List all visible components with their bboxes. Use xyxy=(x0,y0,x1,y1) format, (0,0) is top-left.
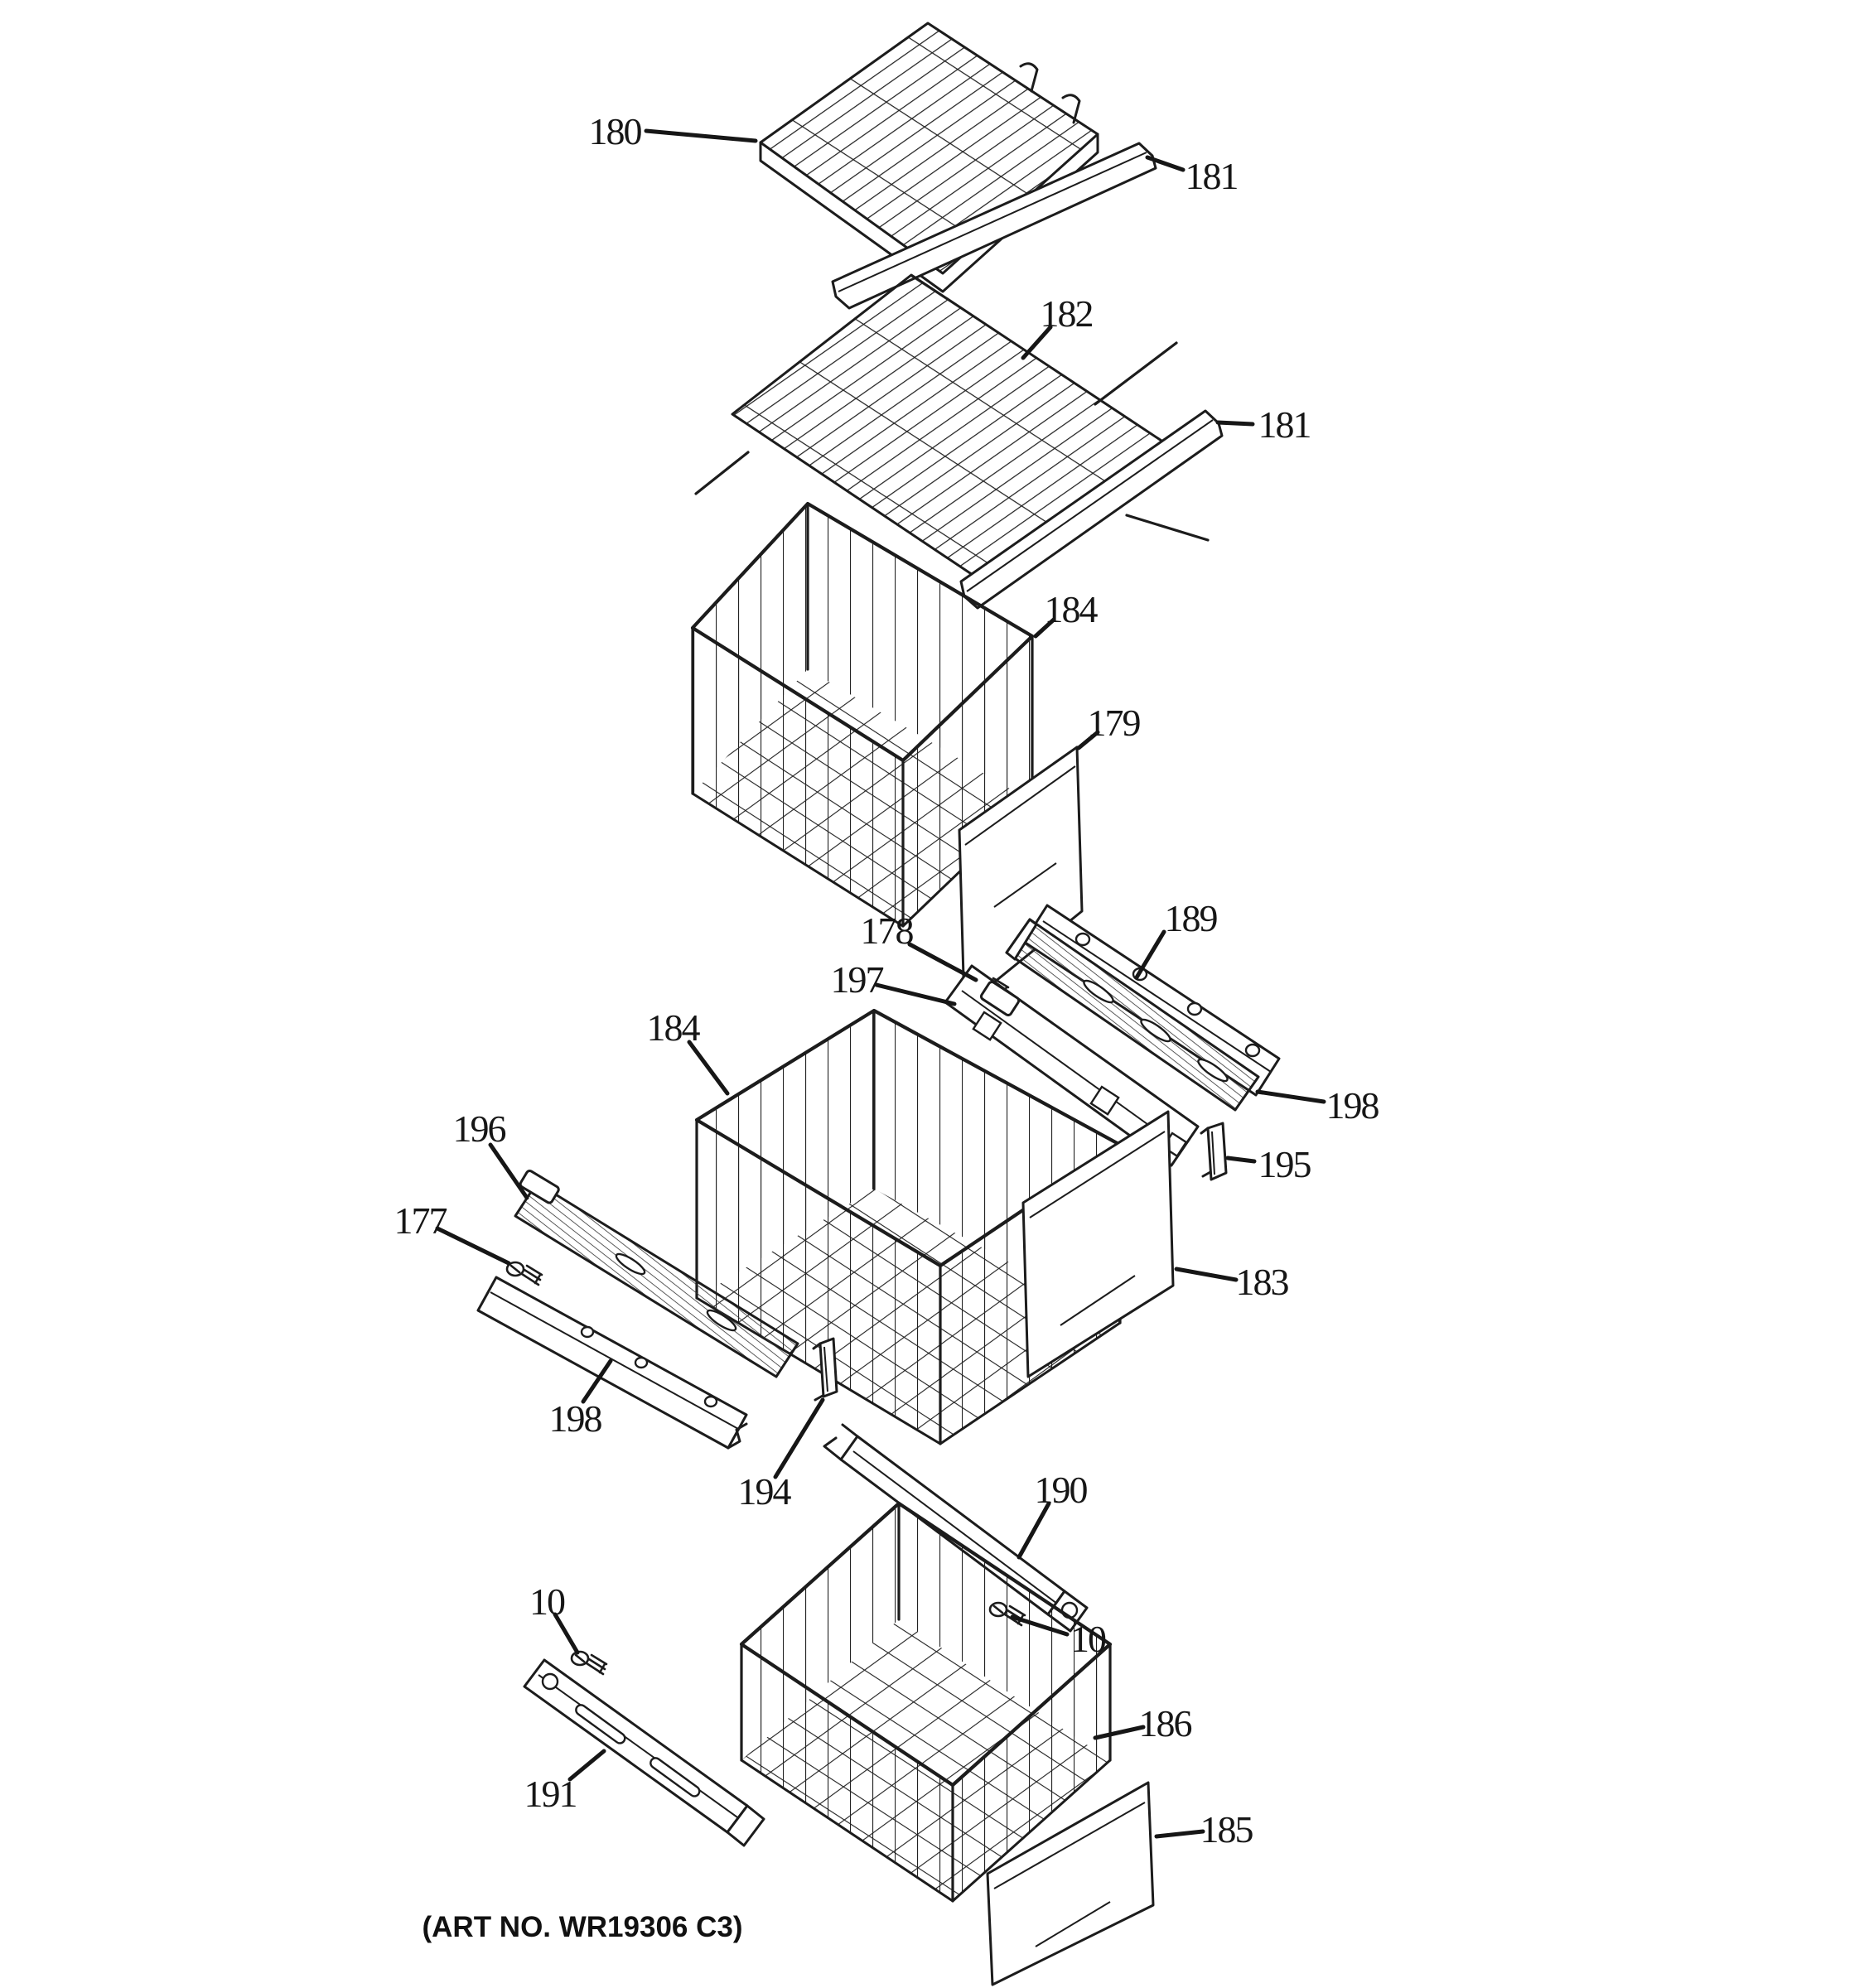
callout-185: 185 xyxy=(1200,1808,1253,1850)
callout-184-upper: 184 xyxy=(1044,588,1097,630)
callout-10-left: 10 xyxy=(529,1580,564,1623)
screw-10-left xyxy=(572,1652,606,1674)
leader-196 xyxy=(490,1145,527,1198)
callout-177: 177 xyxy=(394,1199,447,1242)
callout-194: 194 xyxy=(737,1470,790,1513)
leader-190 xyxy=(1019,1503,1049,1557)
callout-182: 182 xyxy=(1040,292,1093,335)
callout-196: 196 xyxy=(452,1107,505,1150)
shelf-side-rod-left xyxy=(696,452,748,494)
callout-179: 179 xyxy=(1087,702,1140,744)
screw-177 xyxy=(507,1262,542,1285)
rail-191 xyxy=(524,1660,764,1846)
leader-183 xyxy=(1176,1269,1236,1280)
callout-180: 180 xyxy=(588,110,641,152)
leader-180 xyxy=(646,131,756,141)
end-bracket-195 xyxy=(1201,1123,1226,1180)
wire-shelf-182 xyxy=(696,275,1208,585)
callout-198-left: 198 xyxy=(548,1397,601,1440)
leader-185 xyxy=(1157,1831,1203,1836)
callout-189: 189 xyxy=(1164,897,1217,939)
callout-186: 186 xyxy=(1138,1702,1191,1744)
leader-177 xyxy=(437,1228,509,1263)
leader-198-right xyxy=(1258,1092,1324,1102)
leader-197 xyxy=(876,985,954,1004)
leader-194 xyxy=(775,1400,823,1477)
callout-197: 197 xyxy=(830,958,883,1001)
callout-195: 195 xyxy=(1258,1143,1311,1185)
leader-181-second xyxy=(1218,422,1253,424)
callout-183: 183 xyxy=(1235,1261,1288,1303)
leader-184-middle xyxy=(689,1042,727,1093)
callout-190: 190 xyxy=(1034,1469,1087,1511)
callout-181-second: 181 xyxy=(1258,403,1311,446)
leader-189 xyxy=(1137,932,1164,977)
shelf-side-rod-right xyxy=(1095,343,1176,404)
leader-195 xyxy=(1228,1158,1254,1161)
callout-191: 191 xyxy=(524,1773,577,1815)
callout-10-right: 10 xyxy=(1070,1618,1105,1660)
callout-181-top: 181 xyxy=(1185,155,1238,197)
art-number: (ART NO. WR19306 C3) xyxy=(422,1911,743,1943)
shelf-side-rod-bottom xyxy=(1127,515,1208,540)
callout-198-right: 198 xyxy=(1326,1084,1379,1127)
callout-178: 178 xyxy=(860,910,913,952)
callout-184-middle: 184 xyxy=(646,1006,699,1049)
